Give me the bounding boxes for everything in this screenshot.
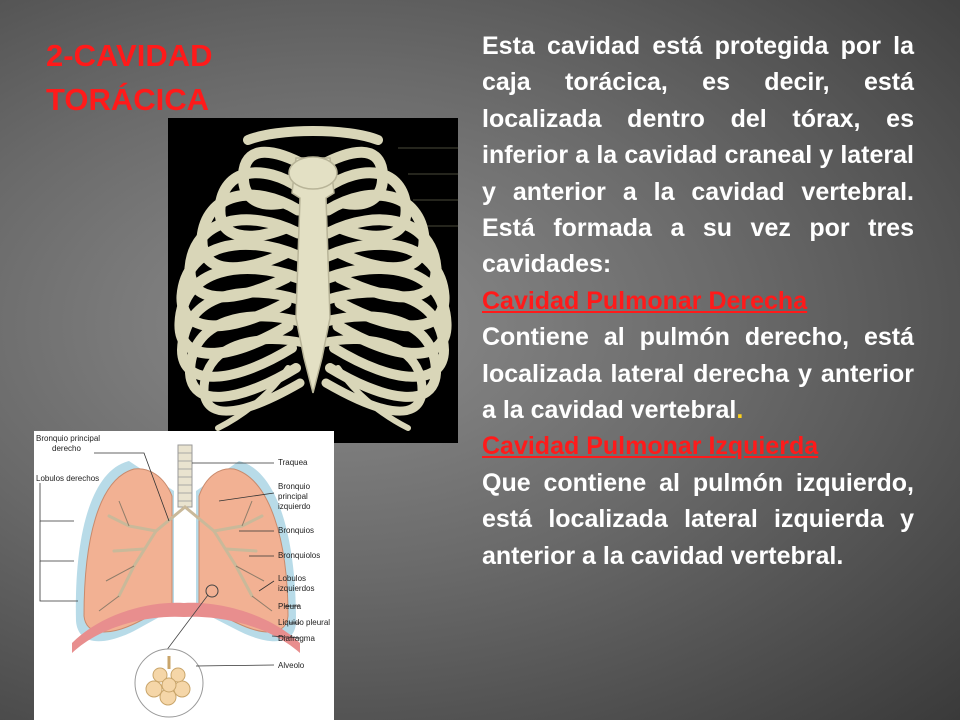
- label-diafragma: Diafragma: [278, 634, 315, 643]
- label-bronquiolos: Bronquiolos: [278, 551, 321, 560]
- label-lobulos-izquierdos: Lobulos: [278, 574, 307, 583]
- label-bronquios: Bronquios: [278, 526, 315, 535]
- subheading-cavidad-pulmonar-izquierda: Cavidad Pulmonar Izquierda: [482, 432, 819, 461]
- label-bronquio-izquierdo: Bronquio: [278, 482, 311, 491]
- lungs-diagram: [34, 431, 334, 720]
- label-lobulos-derechos: Lobulos derechos: [36, 474, 100, 483]
- label-bronquio-izquierdo-2: principal: [278, 492, 308, 501]
- slide-title: 2-CAVIDAD TORÁCICA: [46, 38, 213, 117]
- intro-paragraph: Esta cavidad está protegida por la caja torácica, es decir, está localizada dentro del tórax, es inferior a la cavidad craneal y lateral y anterior a la cavidad vertebral. Está formada a su vez por tres cavidades:: [482, 32, 914, 279]
- label-alveolo: Alveolo: [278, 661, 305, 670]
- text-cavidad-pulmonar-derecha: Contiene al pulmón derecho, está localizada lateral derecha y anterior a la cavidad vertebral: [482, 323, 914, 425]
- label-pleura: Pleura: [278, 602, 302, 611]
- subheading-cavidad-pulmonar-derecha: Cavidad Pulmonar Derecha: [482, 286, 808, 315]
- label-liquido-pleural: Liquido pleural: [278, 618, 331, 627]
- label-bronquio-principal-derecho-2: derecho: [52, 444, 81, 453]
- paragraph-cavidad-pulmonar-izquierda: Que contiene al pulmón izquierdo, está localizada lateral izquierda y anterior a la cavidad vertebral.: [482, 468, 914, 570]
- ribcage-illustration: [168, 118, 458, 443]
- label-bronquio-principal-derecho: Bronquio principal: [36, 434, 101, 443]
- label-bronquio-izquierdo-3: izquierdo: [278, 502, 311, 511]
- label-lobulos-izquierdos-2: izquierdos: [278, 584, 315, 593]
- paragraph-cavidad-pulmonar-derecha: [482, 319, 914, 428]
- yellow-period: .: [736, 396, 744, 425]
- label-traquea: Traquea: [278, 458, 308, 467]
- body-text: [482, 28, 914, 574]
